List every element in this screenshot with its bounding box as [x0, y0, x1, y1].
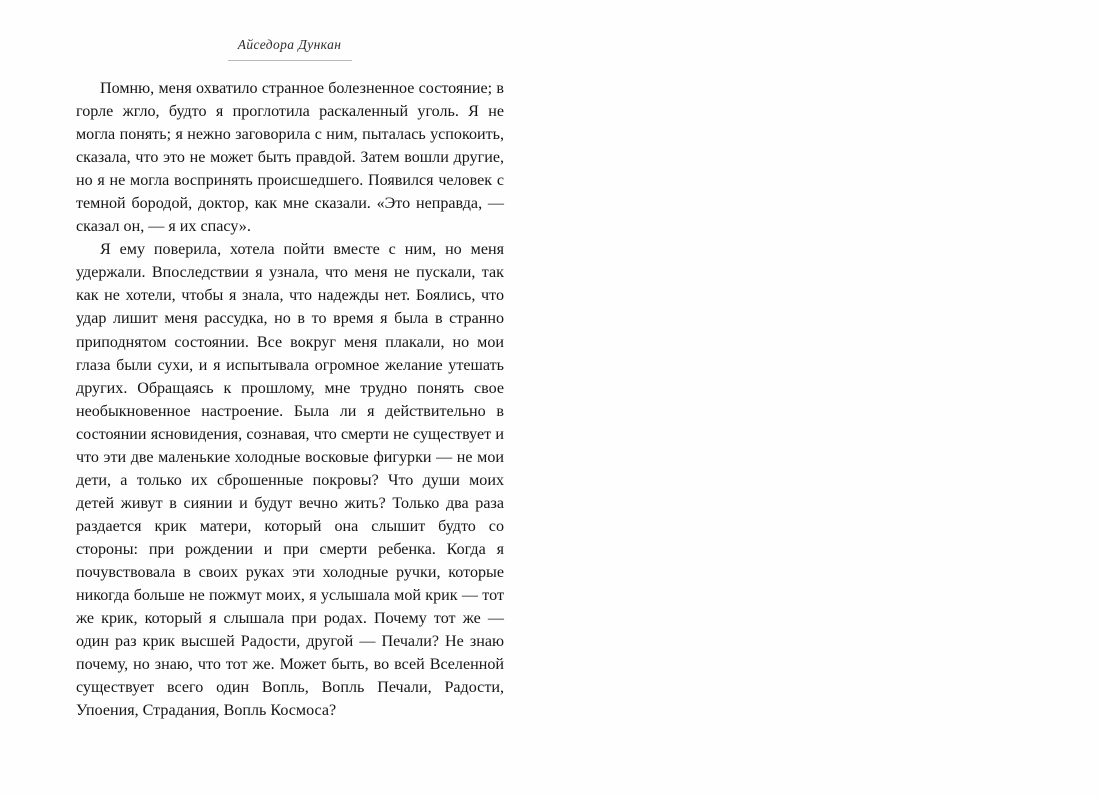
recto-page — [550, 0, 1100, 797]
running-head-rule — [228, 60, 352, 61]
running-head-text: Айседора Дункан — [237, 37, 342, 52]
paragraph: Помню, меня охватило странное болезненное состояние; в горле жгло, будто я проглотила раскаленный уголь. Я не могла понять; я нежно заговорила с ним, пыталась успокоить, сказала, что это не может быть правдой. Затем вошли другие, но я не могла воспринять происшедшего. Появился человек с темной бородой, доктор, как мне сказали. «Это неправда, — сказал он, — я их спасу». — [76, 80, 504, 236]
verso-text-column — [76, 77, 504, 722]
paragraph: Я ему поверила, хотела пойти вместе с ним, но меня удержали. Впоследствии я узнала, что меня не пускали, так как не хотели, чтобы я знала, что надежды нет. Боялись, что удар лишит меня рассудка, но в то время я была в странно приподнятом состоянии. Все вокруг меня плакали, но мои глаза были сухи, и я испытывала огромное желание утешать других. Обращаясь к прошлому, мне трудно понять свое необыкновенное настроение. Была ли я действительно в состоянии ясновидения, сознавая, что смерти не существует и что эти две маленькие холодные восковые фигурки — не мои дети, а только их сброшенные покровы? Что души моих детей живут в сиянии и будут вечно жить? Только два раза раздается крик матери, который она слышит будто со стороны: при рождении и при смерти ребенка. Когда я почувствовала в своих руках эти холодные ручки, которые никогда больше не пожмут моих, я услышала мой крик — тот же крик, который я слышала при родах. Почему тот же — один раз крик высшей Радости, другой — Печали? Не знаю почему, но знаю, что тот же. Может быть, во всей Вселенной существует всего один Вопль, Вопль Печали, Радости, Упоения, Страдания, Вопль Космоса? — [76, 241, 504, 720]
running-head — [76, 38, 503, 61]
